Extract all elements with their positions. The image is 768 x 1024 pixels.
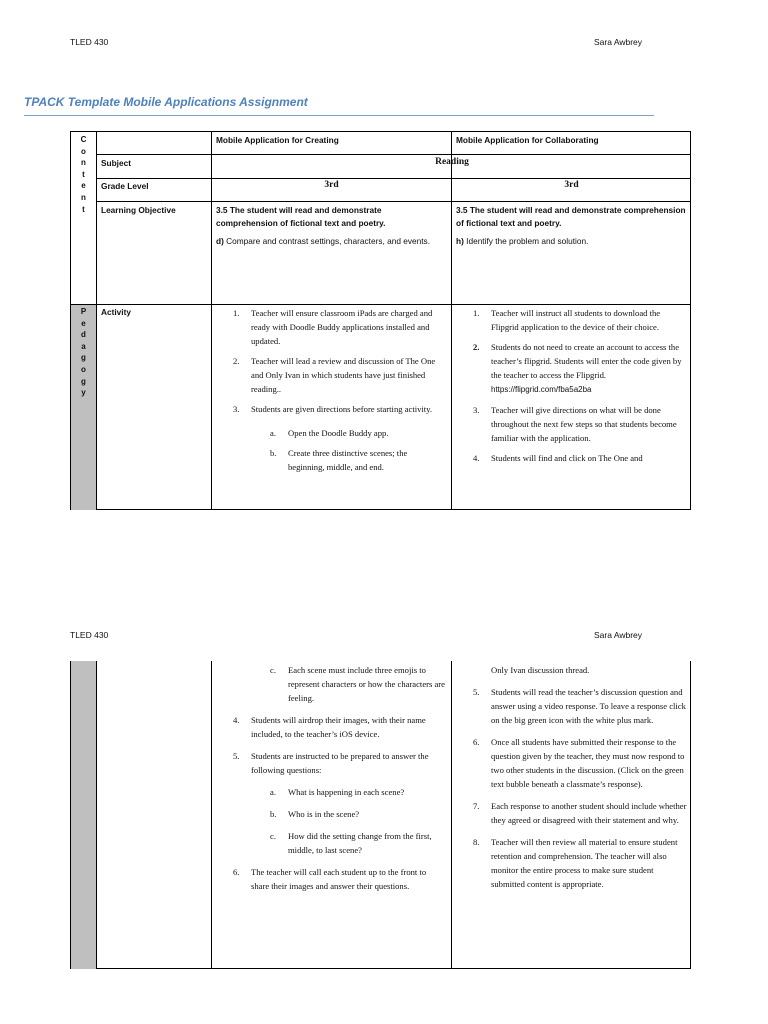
flipgrid-link[interactable]: https://flipgrid.com/fba5a2ba (491, 385, 592, 394)
grade-collaborating: 3rd (564, 180, 579, 190)
content-vertical-label (71, 134, 96, 215)
grade-label: Grade Level (101, 181, 149, 191)
objective-creating-sub-wrap (216, 235, 444, 248)
objective-creating-letter: d) (216, 236, 224, 246)
vertical-letter: d (81, 330, 86, 340)
title-underline (24, 115, 654, 116)
collab-activity-list (473, 306, 687, 465)
creating-activity-list (233, 306, 445, 474)
vertical-letter: g (81, 353, 86, 363)
list-item: 1. Teacher will instruct all students to download the Flipgrid application to the device of their choice. (473, 308, 661, 332)
vertical-letter: P (80, 307, 87, 316)
list-item: 5. Students are instructed to be prepared to answer the following questions: (233, 751, 429, 775)
grid-line (71, 304, 690, 305)
vertical-letter: e (81, 318, 86, 328)
objective-creating-main: 3.5 The student will read and demonstrate comprehension of fictional text and poetry. (216, 205, 386, 228)
pedagogy-vertical-label (71, 306, 96, 399)
sub-list-item: b. Who is in the scene? (270, 809, 360, 819)
list-item: 2. Students do not need to create an account to access the teacher’s flipgrid. Students will enter the code given by the teacher to access the Flipgrid. https://flipgrid.com/fba5a2ba (473, 342, 682, 394)
tpack-table-page1 (70, 131, 691, 510)
pedagogy-gray-band (71, 661, 96, 969)
grid-line (96, 201, 690, 202)
sub-list-item: a. What is happening in each scene? (270, 787, 405, 797)
subject-label: Subject (101, 158, 131, 168)
subject-value: Reading (435, 157, 469, 167)
objective-collab-sub: Identify the problem and solution. (466, 236, 589, 246)
list-item: 8. Teacher will then review all material to ensure student retention and comprehension. The teacher will also monitor the entire process to make sure student submitted content is appropriate. (473, 837, 678, 889)
vertical-letter: o (81, 146, 86, 156)
objective-collaborating (456, 204, 686, 248)
grid-line (211, 661, 212, 968)
collab-activity-list-cont (473, 663, 687, 891)
header-author-page2: Sara Awbrey (594, 630, 643, 640)
list-item: 6. The teacher will call each student up to the front to share their images and answer their questions. (233, 867, 427, 891)
list-item: 3. Students are given directions before starting activity. (233, 404, 433, 414)
grid-line (96, 154, 690, 155)
vertical-letter: n (81, 158, 86, 168)
list-item: 5. Students will read the teacher’s discussion question and answer using a video response. To leave a response click on the big green icon with the white plus mark. (473, 687, 686, 725)
sub-list-item: c. Each scene must include three emojis to represent characters or how the characters are feeling. (270, 665, 445, 703)
objective-collab-main: 3.5 The student will read and demonstrate comprehension of fictional text and poetry. (456, 205, 686, 228)
objective-label: Learning Objective (101, 205, 176, 215)
vertical-letter: a (81, 341, 86, 351)
sub-list-item: a. Open the Doodle Buddy app. (270, 428, 389, 438)
page-title: TPACK Template Mobile Applications Assignment (24, 95, 308, 109)
tpack-table-page2 (70, 661, 691, 969)
grid-line (96, 132, 97, 509)
column-header-collaborating: Mobile Application for Collaborating (456, 135, 599, 145)
list-item: 3. Teacher will give directions on what will be done throughout the next few steps so that students become familiar with the application. (473, 405, 677, 443)
list-item: 2. Teacher will lead a review and discussion of The One and Only Ivan in which students have just finished reading.. (233, 356, 436, 394)
list-item: 4. Students will find and click on The One and (473, 453, 643, 463)
vertical-letter: t (82, 204, 85, 214)
objective-creating (216, 204, 444, 248)
objective-collab-letter: h) (456, 236, 464, 246)
sub-list-item: b. Create three distinctive scenes; the beginning, middle, and end. (270, 448, 408, 472)
vertical-letter: n (81, 192, 86, 202)
vertical-letter: o (81, 364, 86, 374)
header-course-page2: TLED 430 (70, 630, 109, 640)
grid-line (96, 661, 97, 968)
objective-creating-sub: Compare and contrast settings, characters, and events. (226, 236, 430, 246)
creating-activity-list-cont (233, 663, 445, 893)
vertical-letter: C (80, 135, 87, 144)
activity-label: Activity (101, 307, 131, 317)
sub-list-item: c. How did the setting change from the first, middle, to last scene? (270, 831, 432, 855)
list-item: 7. Each response to another student should include whether they agreed or disagreed with their statement and why. (473, 801, 687, 825)
header-course: TLED 430 (70, 37, 109, 47)
objective-collab-sub-wrap (456, 235, 686, 248)
list-item: Only Ivan discussion thread. (491, 665, 590, 675)
vertical-letter: y (81, 388, 86, 398)
vertical-letter: t (82, 169, 85, 179)
grid-line (451, 661, 452, 968)
list-item: 6. Once all students have submitted their response to the question given by the teacher, they must now respond to two other students in the discussion. (Click on the green text bubble beneath a classmate’s response). (473, 737, 685, 789)
header-author: Sara Awbrey (594, 37, 643, 47)
list-item: 4. Students will airdrop their images, with their name included, to the teacher’s iOS device. (233, 715, 426, 739)
column-header-creating: Mobile Application for Creating (216, 135, 339, 145)
list-item: 1. Teacher will ensure classroom iPads are charged and ready with Doodle Buddy applications installed and updated. (233, 308, 433, 346)
grade-creating: 3rd (324, 180, 339, 190)
vertical-letter: e (81, 181, 86, 191)
vertical-letter: g (81, 376, 86, 386)
